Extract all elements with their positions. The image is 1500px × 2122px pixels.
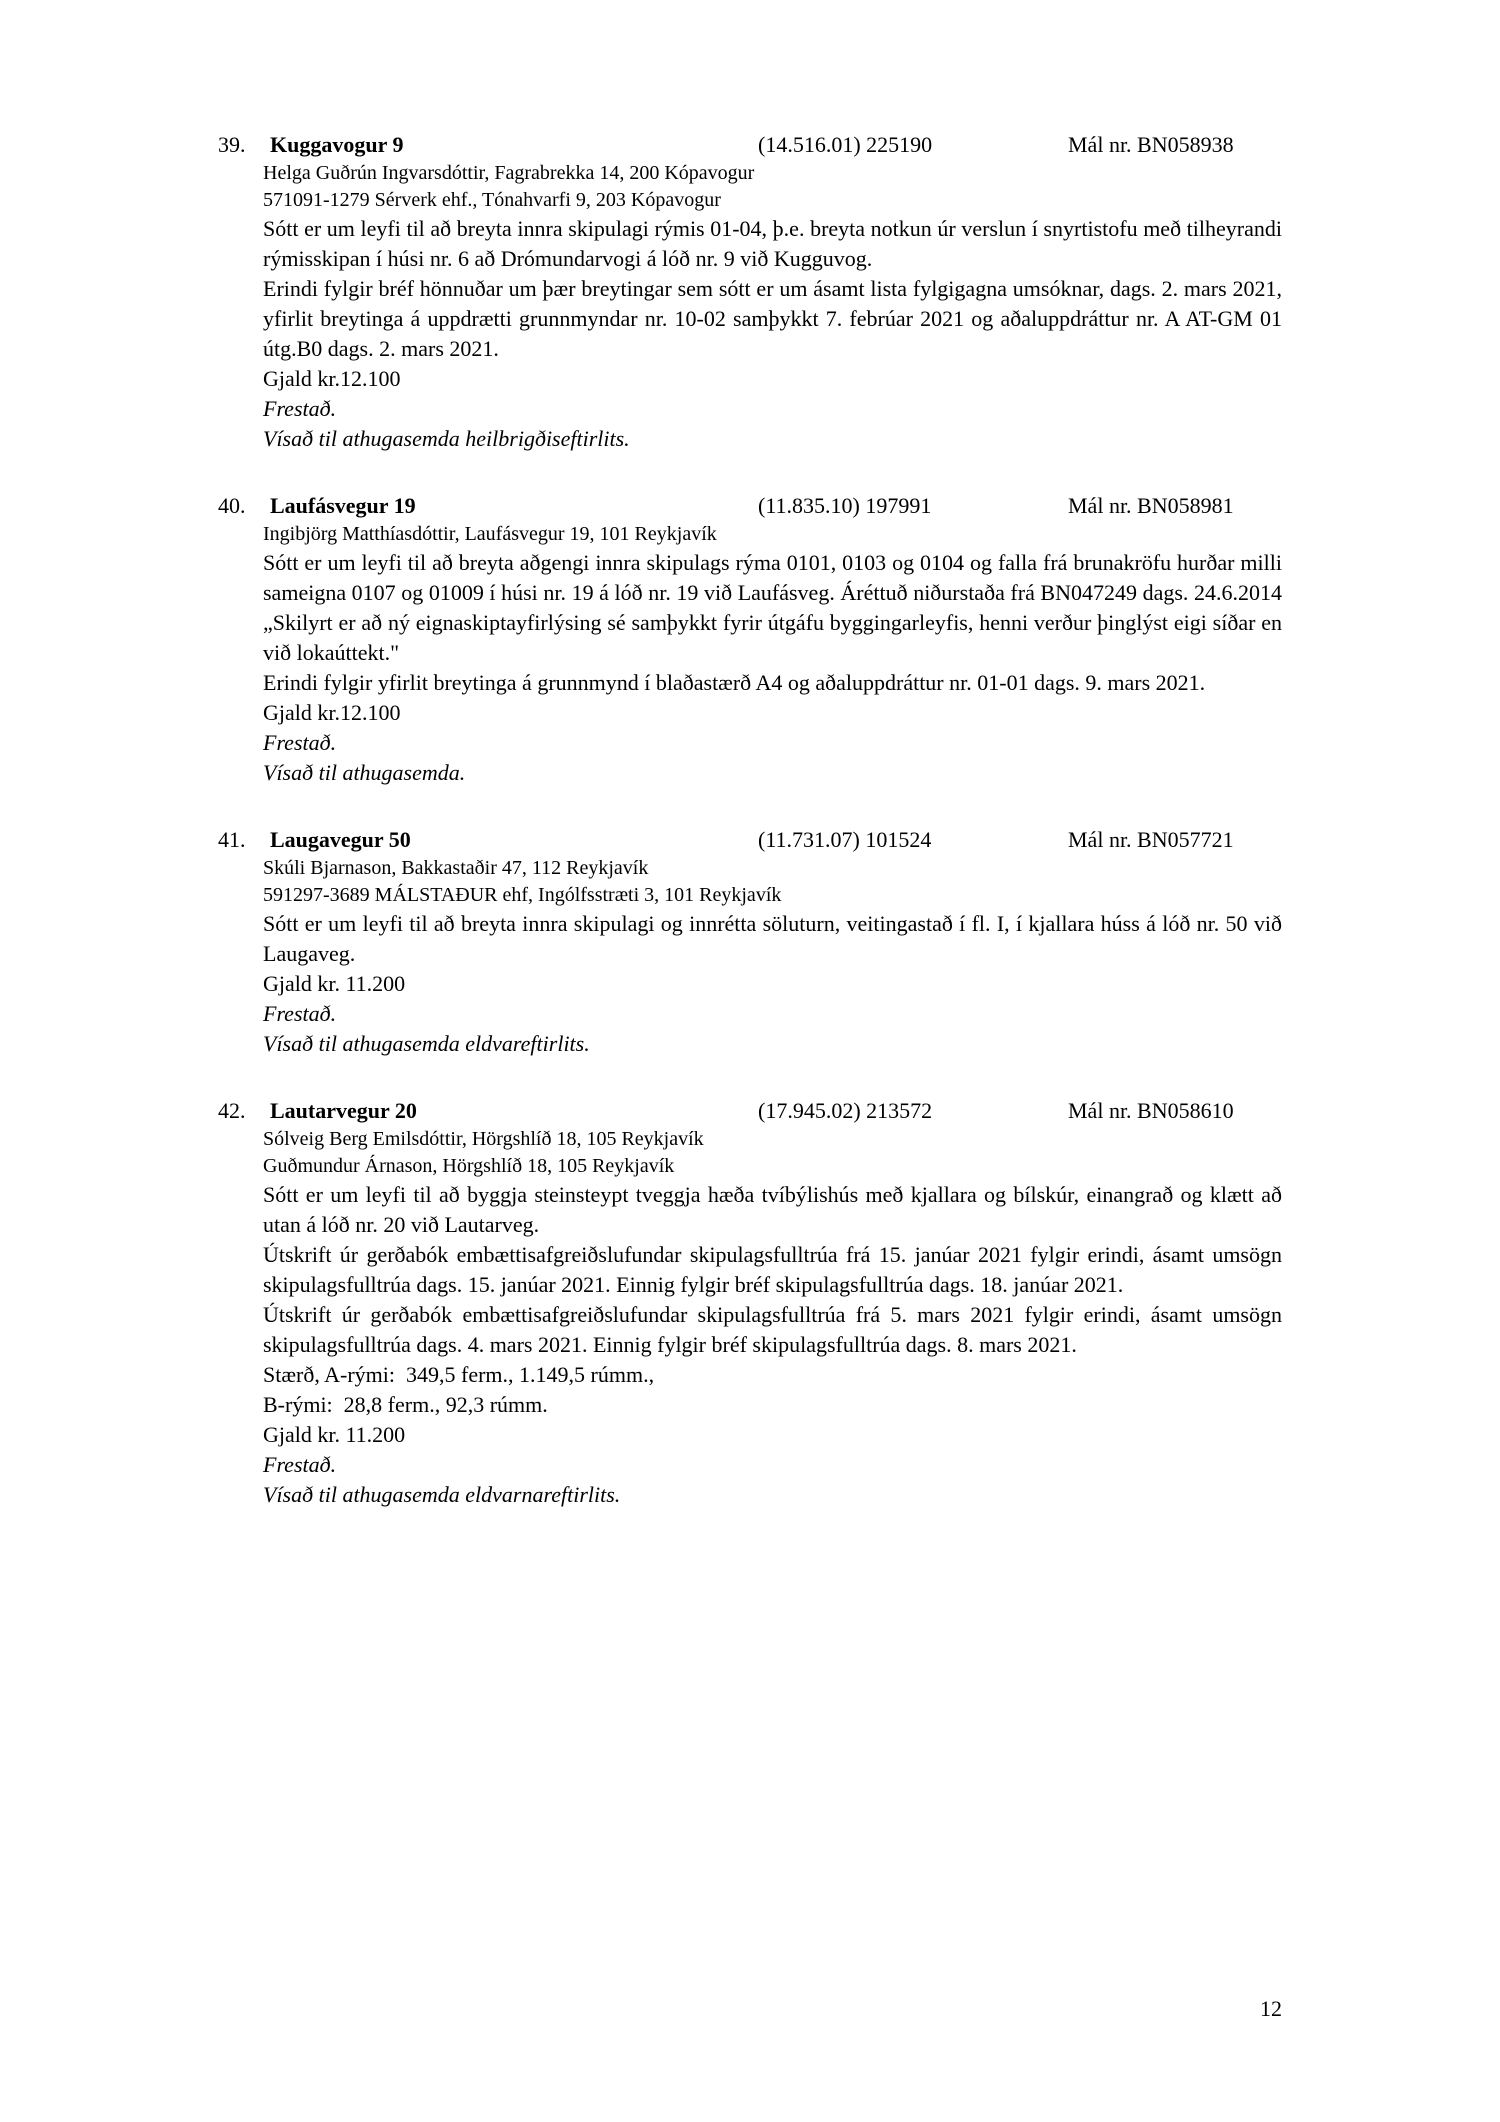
item-line-plain: Gjald kr.12.100	[263, 700, 401, 725]
item-reference: (17.945.02) 213572	[758, 1098, 933, 1123]
item-line-italic: Vísað til athugasemda eldvarnareftirlits.	[263, 1482, 621, 1507]
item-case-number: Mál nr. BN058938	[1068, 132, 1234, 157]
item-number: 42.	[218, 1098, 246, 1123]
item-line-body: Sótt er um leyfi til að breyta aðgengi innra skipulags rýma 0101, 0103 og 0104 og falla frá brunakröfu hurðar milli sameigna 0107 og 01009 í húsi nr. 19 á lóð nr. 19 við Laufásveg. Áréttuð niðurstaða frá BN047249 dags. 24.6.2014 „Skilyrt er að ný eignaskiptayfirlýsing sé samþykkt fyrir útgáfu byggingarleyfis, henni verður þinglýst eigi síðar en við lokaúttekt."	[263, 550, 1282, 665]
item-line-party: 571091-1279 Sérverk ehf., Tónahvarfi 9, 203 Kópavogur	[263, 189, 721, 211]
item-number: 40.	[218, 493, 246, 518]
item-line-plain: Gjald kr.12.100	[263, 366, 401, 391]
agenda-item	[218, 491, 1282, 788]
item-line-body: Erindi fylgir bréf hönnuðar um þær breytingar sem sótt er um ásamt lista fylgigagna umsóknar, dags. 2. mars 2021, yfirlit breytinga á uppdrætti grunnmyndar nr. 10-02 samþykkt 7. febrúar 2021 og aðaluppdráttur nr. A AT-GM 01 útg.B0 dags. 2. mars 2021.	[263, 276, 1282, 361]
item-line-body: Sótt er um leyfi til að breyta innra skipulagi og innrétta söluturn, veitingastað í fl. I, í kjallara húss á lóð nr. 50 við Laugaveg.	[263, 911, 1282, 966]
item-line-italic: Frestað.	[263, 1001, 337, 1026]
item-line-party: 591297-3689 MÁLSTAÐUR ehf, Ingólfsstræti 3, 101 Reykjavík	[263, 884, 782, 906]
item-line-italic: Frestað.	[263, 730, 337, 755]
item-reference: (11.731.07) 101524	[758, 827, 932, 852]
item-line-plain: Gjald kr. 11.200	[263, 1422, 406, 1447]
item-line-plain: Gjald kr. 11.200	[263, 971, 406, 996]
item-header	[218, 1096, 1282, 1126]
item-line-body: Útskrift úr gerðabók embættisafgreiðslufundar skipulagsfulltrúa frá 15. janúar 2021 fylgir erindi, ásamt umsögn skipulagsfulltrúa dags. 15. janúar 2021. Einnig fylgir bréf skipulagsfulltrúa dags. 18. janúar 2021.	[263, 1242, 1282, 1297]
item-reference: (11.835.10) 197991	[758, 493, 932, 518]
page-number: 12	[1260, 1996, 1282, 2021]
item-header	[218, 130, 1282, 160]
item-number: 41.	[218, 827, 246, 852]
agenda-items	[218, 130, 1282, 1547]
item-header	[218, 825, 1282, 855]
item-case-number: Mál nr. BN058981	[1068, 493, 1234, 518]
item-case-number: Mál nr. BN058610	[1068, 1098, 1234, 1123]
item-body	[218, 160, 1282, 454]
item-line-party: Helga Guðrún Ingvarsdóttir, Fagrabrekka 14, 200 Kópavogur	[263, 162, 755, 184]
item-line-italic: Vísað til athugasemda.	[263, 760, 466, 785]
item-reference: (14.516.01) 225190	[758, 132, 933, 157]
item-body	[218, 855, 1282, 1059]
item-header	[218, 491, 1282, 521]
item-line-italic: Frestað.	[263, 1452, 337, 1477]
item-line-body: Sótt er um leyfi til að byggja steinsteypt tveggja hæða tvíbýlishús með kjallara og bílskúr, einangrað og klætt að utan á lóð nr. 20 við Lautarveg.	[263, 1182, 1282, 1237]
item-line-party: Skúli Bjarnason, Bakkastaðir 47, 112 Reykjavík	[263, 857, 649, 879]
item-body	[218, 521, 1282, 788]
agenda-item	[218, 130, 1282, 454]
item-line-party: Guðmundur Árnason, Hörgshlíð 18, 105 Reykjavík	[263, 1155, 675, 1177]
item-line-italic: Vísað til athugasemda eldvareftirlits.	[263, 1031, 590, 1056]
item-title: Laugavegur 50	[270, 827, 411, 852]
item-line-italic: Frestað.	[263, 396, 337, 421]
item-title: Laufásvegur 19	[270, 493, 416, 518]
item-line-party: Ingibjörg Matthíasdóttir, Laufásvegur 19, 101 Reykjavík	[263, 523, 717, 545]
agenda-item	[218, 1096, 1282, 1510]
item-case-number: Mál nr. BN057721	[1068, 827, 1234, 852]
item-title: Lautarvegur 20	[270, 1098, 417, 1123]
item-line-plain: B-rými: 28,8 ferm., 92,3 rúmm.	[263, 1392, 548, 1417]
item-body	[218, 1126, 1282, 1510]
item-line-body: Sótt er um leyfi til að breyta innra skipulagi rýmis 01-04, þ.e. breyta notkun úr verslun í snyrtistofu með tilheyrandi rýmisskipan í húsi nr. 6 að Drómundarvogi á lóð nr. 9 við Kugguvog.	[263, 216, 1282, 271]
item-line-italic: Vísað til athugasemda heilbrigðiseftirlits.	[263, 426, 630, 451]
item-number: 39.	[218, 132, 246, 157]
item-line-party: Sólveig Berg Emilsdóttir, Hörgshlíð 18, 105 Reykjavík	[263, 1128, 704, 1150]
item-line-body: Útskrift úr gerðabók embættisafgreiðslufundar skipulagsfulltrúa frá 5. mars 2021 fylgir erindi, ásamt umsögn skipulagsfulltrúa dags. 4. mars 2021. Einnig fylgir bréf skipulagsfulltrúa dags. 8. mars 2021.	[263, 1302, 1282, 1357]
agenda-item	[218, 825, 1282, 1059]
item-line-body: Erindi fylgir yfirlit breytinga á grunnmynd í blaðastærð A4 og aðaluppdráttur nr. 01-01 dags. 9. mars 2021.	[263, 670, 1206, 695]
item-line-plain: Stærð, A-rými: 349,5 ferm., 1.149,5 rúmm.,	[263, 1362, 655, 1387]
item-title: Kuggavogur 9	[270, 132, 404, 157]
